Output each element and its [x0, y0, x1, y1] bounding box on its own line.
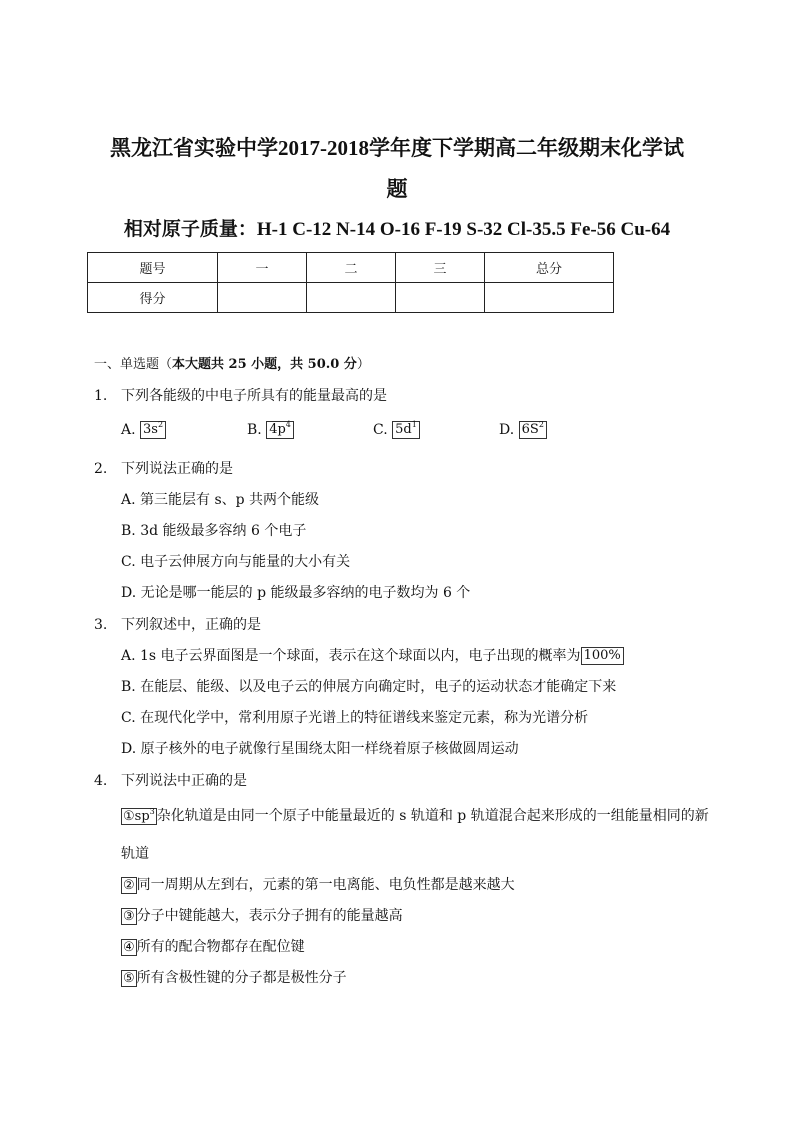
question-2-stem: [94, 458, 233, 478]
option-label: D.: [499, 422, 515, 438]
option-label: B.: [247, 422, 262, 438]
statement-text: 所有的配合物都存在配位键: [136, 939, 305, 955]
formula-base: sp: [134, 808, 150, 824]
score-cell: [218, 283, 307, 313]
option-text: 无论是哪一能层的 p 能级最多容纳的电子数均为 6 个: [140, 585, 471, 601]
marker-text: ①: [123, 808, 135, 824]
question-text: 下列各能级的中电子所具有的能量最高的是: [121, 388, 387, 404]
option-text: 原子核外的电子就像行星围绕太阳一样绕着原子核做圆周运动: [140, 741, 519, 757]
option-label: A.: [121, 648, 136, 664]
option-text: 在能层、能级、以及电子云的伸展方向确定时，电子的运动状态才能确定下来: [140, 679, 617, 695]
formula-sup: 3: [149, 806, 155, 816]
option-b: [247, 421, 294, 439]
statement-marker: ③: [123, 908, 135, 924]
statement-marker: ④: [123, 939, 135, 955]
formula-base: 6S: [521, 422, 539, 437]
option-text: 在现代化学中，常利用原子光谱上的特征谱线来鉴定元素，称为光谱分析: [140, 710, 589, 726]
score-table: [87, 252, 614, 313]
option-c: [121, 707, 588, 727]
option-label: A.: [121, 492, 136, 508]
formula-base: 5d: [395, 422, 412, 437]
score-table-score-row: [88, 283, 614, 313]
formula-sup: 2: [157, 420, 164, 429]
question-number: 1.: [94, 388, 108, 404]
boxed-formula: [519, 421, 547, 439]
option-b: [121, 676, 616, 696]
option-label: D.: [121, 585, 137, 601]
exam-title-line2: 题: [386, 177, 408, 201]
statement-1-continuation: 轨道: [121, 846, 149, 862]
score-header-cell: 一: [218, 253, 307, 283]
option-text: 3d 能级最多容纳 6 个电子: [140, 523, 307, 539]
question-3-stem: [94, 614, 261, 634]
score-cell: [485, 283, 614, 313]
statement-marker: ⑤: [123, 970, 135, 986]
option-c: [121, 551, 350, 571]
question-1-stem: [94, 385, 387, 405]
option-d: [499, 421, 547, 439]
question-number: 4.: [94, 773, 108, 789]
section-heading: [94, 353, 370, 372]
section-prefix: 一、单选题（: [94, 357, 173, 372]
exam-title-line1: 黑龙江省实验中学2017-2018学年度下学期高二年级期末化学试: [110, 136, 684, 160]
statement-1: [121, 805, 709, 825]
option-label: A.: [121, 422, 136, 438]
option-label: B.: [121, 523, 136, 539]
statement-4: [121, 936, 305, 956]
formula-sup: 1: [411, 420, 417, 429]
boxed-formula: [392, 421, 420, 439]
question-4-stem: [94, 770, 247, 790]
statement-5: [121, 967, 347, 987]
option-label: B.: [121, 679, 136, 695]
formula-sup: 2: [538, 420, 544, 429]
statement-marker: ②: [123, 877, 135, 893]
boxed-formula: [266, 421, 294, 439]
question-text: 下列说法中正确的是: [121, 773, 247, 789]
option-d: [121, 582, 470, 602]
statement-3: [121, 905, 403, 925]
score-cell: [396, 283, 485, 313]
formula-base: 3s: [143, 422, 158, 437]
atomic-mass-line: 相对原子质量：H-1 C-12 N-14 O-16 F-19 S-32 Cl-35.5 Fe-56 Cu-64: [123, 219, 671, 240]
option-a: [121, 421, 166, 439]
option-text: 电子云伸展方向与能量的大小有关: [140, 554, 351, 570]
formula-base: 4p: [269, 422, 286, 437]
score-header-cell: 总分: [485, 253, 614, 283]
option-a: [121, 645, 624, 665]
option-c: [373, 421, 420, 439]
question-number: 3.: [94, 617, 108, 633]
question-number: 2.: [94, 461, 108, 477]
statement-2: [121, 874, 515, 894]
option-text: 第三能层有 s、p 共两个能级: [140, 492, 320, 508]
option-label: D.: [121, 741, 137, 757]
statement-text: 所有含极性键的分子都是极性分子: [136, 970, 347, 986]
score-header-cell: 三: [396, 253, 485, 283]
statement-text: 杂化轨道是由同一个原子中能量最近的 s 轨道和 p 轨道混合起来形成的一组能量相同的新: [156, 808, 709, 824]
statement-marker: [121, 808, 157, 825]
score-cell: [307, 283, 396, 313]
score-header-cell: 二: [307, 253, 396, 283]
section-suffix: ）: [356, 357, 370, 372]
boxed-formula: [140, 421, 166, 439]
option-label: C.: [121, 554, 136, 570]
option-label: C.: [373, 422, 388, 438]
score-header-cell: 题号: [88, 253, 218, 283]
option-text: 1s 电子云界面图是一个球面，表示在这个球面以内，电子出现的概率为: [140, 648, 581, 664]
option-d: [121, 738, 519, 758]
question-text: 下列叙述中，正确的是: [121, 617, 261, 633]
section-bold: 本大题共 25 小题，共 50.0 分: [172, 357, 357, 372]
option-b: [121, 520, 306, 540]
statement-text: 同一周期从左到右，元素的第一电离能、电负性都是越来越大: [136, 877, 515, 893]
option-a: [121, 489, 319, 509]
boxed-percent: 100%: [581, 647, 624, 665]
statement-text: 分子中键能越大，表示分子拥有的能量越高: [136, 908, 403, 924]
option-label: C.: [121, 710, 136, 726]
score-table-header-row: [88, 253, 614, 283]
score-row-label: 得分: [88, 283, 218, 313]
formula-sup: 4: [285, 420, 291, 429]
question-text: 下列说法正确的是: [121, 461, 233, 477]
